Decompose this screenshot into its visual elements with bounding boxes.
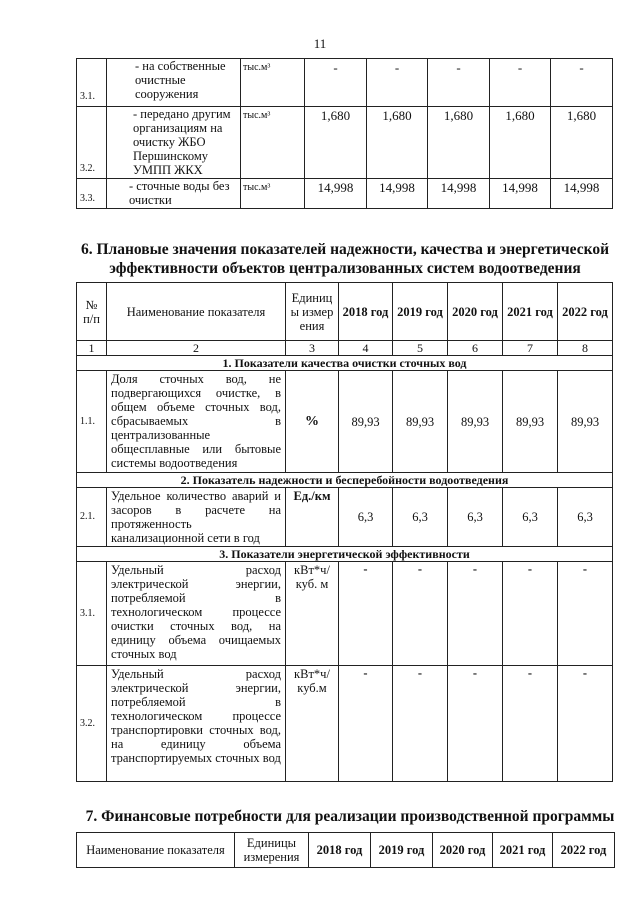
value-cell: 89,93 [393,371,448,473]
indicator-name: - на собственные очистные сооружения [107,59,241,107]
header-year: 2018 год [309,833,371,868]
unit: тыс.м³ [241,59,305,107]
value-cell: 1,680 [551,107,613,179]
row-number: 3.3. [77,179,107,209]
financial-table [76,832,615,868]
value-cell: - [448,666,503,782]
column-numbers-row [77,341,613,356]
group-title: 3. Показатели энергетической эффективности [77,547,613,562]
group-header-row [77,356,613,371]
value-cell: 6,3 [558,488,613,547]
header-num: № п/п [77,283,107,341]
indicators-table [76,282,613,782]
value-cell: 6,3 [448,488,503,547]
row-number: 3.1. [77,59,107,107]
indicator-name: - сточные воды без очистки [107,179,241,209]
value-cell: 14,998 [305,179,367,209]
header-year: 2021 год [503,283,558,341]
indicator-name [107,107,241,179]
unit: тыс.м³ [241,107,305,179]
table-row [77,371,613,473]
value-cell: - [393,666,448,782]
value-cell: 1,680 [428,107,490,179]
continuation-table [76,58,613,209]
table-row [77,562,613,666]
header-unit: Единицы измерения [235,833,309,868]
value-cell: - [551,59,613,107]
value-cell: - [503,666,558,782]
section-6-heading: 6. Плановые значения показателей надежности, качества и энергетической эффективности объектов централизованных систем водоотведения [80,241,610,277]
value-cell: 6,3 [393,488,448,547]
header-name: Наименование показателя [77,833,235,868]
header-year: 2019 год [371,833,433,868]
value-cell: - [558,666,613,782]
row-number: 2.1. [77,488,107,547]
value-cell: 6,3 [339,488,393,547]
value-cell: 14,998 [551,179,613,209]
value-cell: - [448,562,503,666]
value-cell: 1,680 [367,107,428,179]
header-year: 2018 год [339,283,393,341]
row-number: 1.1. [77,371,107,473]
section-7-heading: 7. Финансовые потребности для реализации производственной программы [85,808,615,825]
value-cell: - [339,666,393,782]
table-row [77,666,613,782]
header-year: 2021 год [493,833,553,868]
value-cell: 14,998 [490,179,551,209]
header-year: 2020 год [448,283,503,341]
row-number: 3.2. [77,666,107,782]
indicator-name: Удельный расход электрической энергии, потребляемой в технологическом процессе очистки сточных вод, на единицу объема очищаемых сточных вод [107,562,286,666]
value-cell: 89,93 [448,371,503,473]
table-row [77,107,613,179]
value-cell: - [558,562,613,666]
column-number: 8 [558,341,613,356]
value-cell: 89,93 [503,371,558,473]
value-cell: - [305,59,367,107]
column-number: 7 [503,341,558,356]
group-title: 1. Показатели качества очистки сточных вод [77,356,613,371]
value-cell: - [367,59,428,107]
value-cell: - [503,562,558,666]
header-row [77,833,615,868]
column-number: 3 [286,341,339,356]
column-number: 6 [448,341,503,356]
value-cell: 6,3 [503,488,558,547]
header-unit: Единицы измерения [286,283,339,341]
value-cell: 89,93 [339,371,393,473]
value-cell: - [490,59,551,107]
unit: кВт*ч/ куб. м [286,562,339,666]
column-number: 4 [339,341,393,356]
header-year: 2020 год [433,833,493,868]
column-number: 5 [393,341,448,356]
table-row [77,59,613,107]
indicator-name: Доля сточных вод, не подвергающихся очистке, в общем объеме сточных вод, сбрасываемых в централизованные общесплавные или бытовые системы водоотведения [107,371,286,473]
value-cell: 1,680 [305,107,367,179]
value-cell: 1,680 [490,107,551,179]
value-cell: 14,998 [428,179,490,209]
header-year: 2019 год [393,283,448,341]
value-cell: 14,998 [367,179,428,209]
header-year: 2022 год [558,283,613,341]
group-title: 2. Показатель надежности и бесперебойности водоотведения [77,473,613,488]
header-name: Наименование показателя [107,283,286,341]
unit: Ед./км [286,488,339,547]
page-number: 11 [313,36,327,51]
column-number: 2 [107,341,286,356]
indicator-name-text: - передано другим организациям на очистку ЖБО Першинскому УМПП ЖКХ [133,107,231,177]
unit: тыс.м³ [241,179,305,209]
indicator-name: Удельный расход электрической энергии, потребляемой в технологическом процессе транспортировки сточных вод, на единицу объема транспортируемых сточных вод [107,666,286,782]
unit: кВт*ч/ куб.м [286,666,339,782]
value-cell: - [393,562,448,666]
header-row [77,283,613,341]
row-number: 3.1. [77,562,107,666]
value-cell: 89,93 [558,371,613,473]
indicator-name: Удельное количество аварий и засоров в расчете на протяженность канализационной сети в год [107,488,286,547]
column-number: 1 [77,341,107,356]
row-number: 3.2. [77,107,107,179]
table-row [77,179,613,209]
header-year: 2022 год [553,833,615,868]
table-row [77,488,613,547]
unit: % [286,371,339,473]
group-header-row [77,547,613,562]
group-header-row [77,473,613,488]
value-cell: - [428,59,490,107]
value-cell: - [339,562,393,666]
